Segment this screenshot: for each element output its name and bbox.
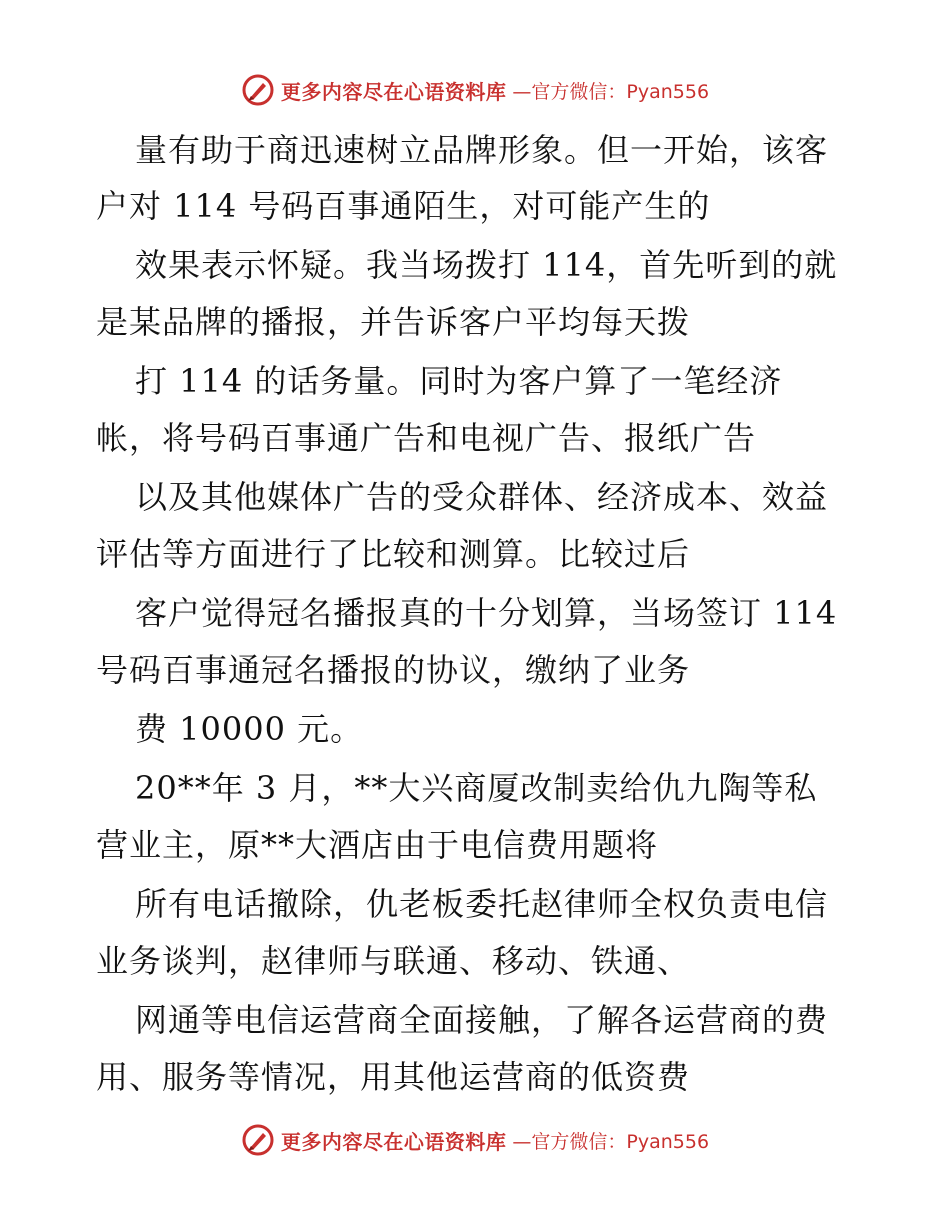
body-line: 帐，将号码百事通广告和电视广告、报纸广告 [96, 419, 757, 457]
body-line: 20**年 3 月，**大兴商厦改制卖给仇九陶等私 [135, 769, 818, 807]
body-line: 用、服务等情况，用其他运营商的低资费 [96, 1058, 691, 1096]
body-line: 打 114 的话务量。同时为客户算了一笔经济 [135, 362, 783, 400]
body-line: 效果表示怀疑。我当场拨打 114，首先听到的就 [135, 246, 838, 284]
body-line: 客户觉得冠名播报真的十分划算，当场签订 114 [135, 594, 838, 632]
body-line: 所有电话撤除，仇老板委托赵律师全权负责电信 [135, 885, 829, 923]
body-line: 号码百事通冠名播报的协议，缴纳了业务 [96, 651, 691, 689]
pen-logo-icon [241, 73, 275, 107]
body-line: 业务谈判，赵律师与联通、移动、铁通、 [96, 942, 691, 980]
footer-contact: —官方微信：Pyan556 [512, 1130, 710, 1153]
body-line: 营业主，原**大酒店由于电信费用题将 [96, 826, 659, 864]
body-line: 费 10000 元。 [135, 710, 364, 748]
header-contact: —官方微信：Pyan556 [512, 80, 710, 103]
header-brand: 更多内容尽在心语资料库 [280, 79, 507, 104]
body-line: 评估等方面进行了比较和测算。比较过后 [96, 535, 691, 573]
footer-brand: 更多内容尽在心语资料库 [280, 1129, 507, 1154]
body-line: 量有助于商迅速树立品牌形象。但一开始，该客 [135, 131, 829, 169]
footer-banner [0, 1120, 950, 1160]
pen-logo-icon [241, 1123, 275, 1157]
body-line: 是某品牌的播报，并告诉客户平均每天拨 [96, 303, 691, 341]
body-line: 户对 114 号码百事通陌生，对可能产生的 [96, 187, 711, 225]
body-line: 以及其他媒体广告的受众群体、经济成本、效益 [135, 478, 829, 516]
header-banner [0, 70, 950, 110]
body-line: 网通等电信运营商全面接触，了解各运营商的费 [135, 1001, 829, 1039]
